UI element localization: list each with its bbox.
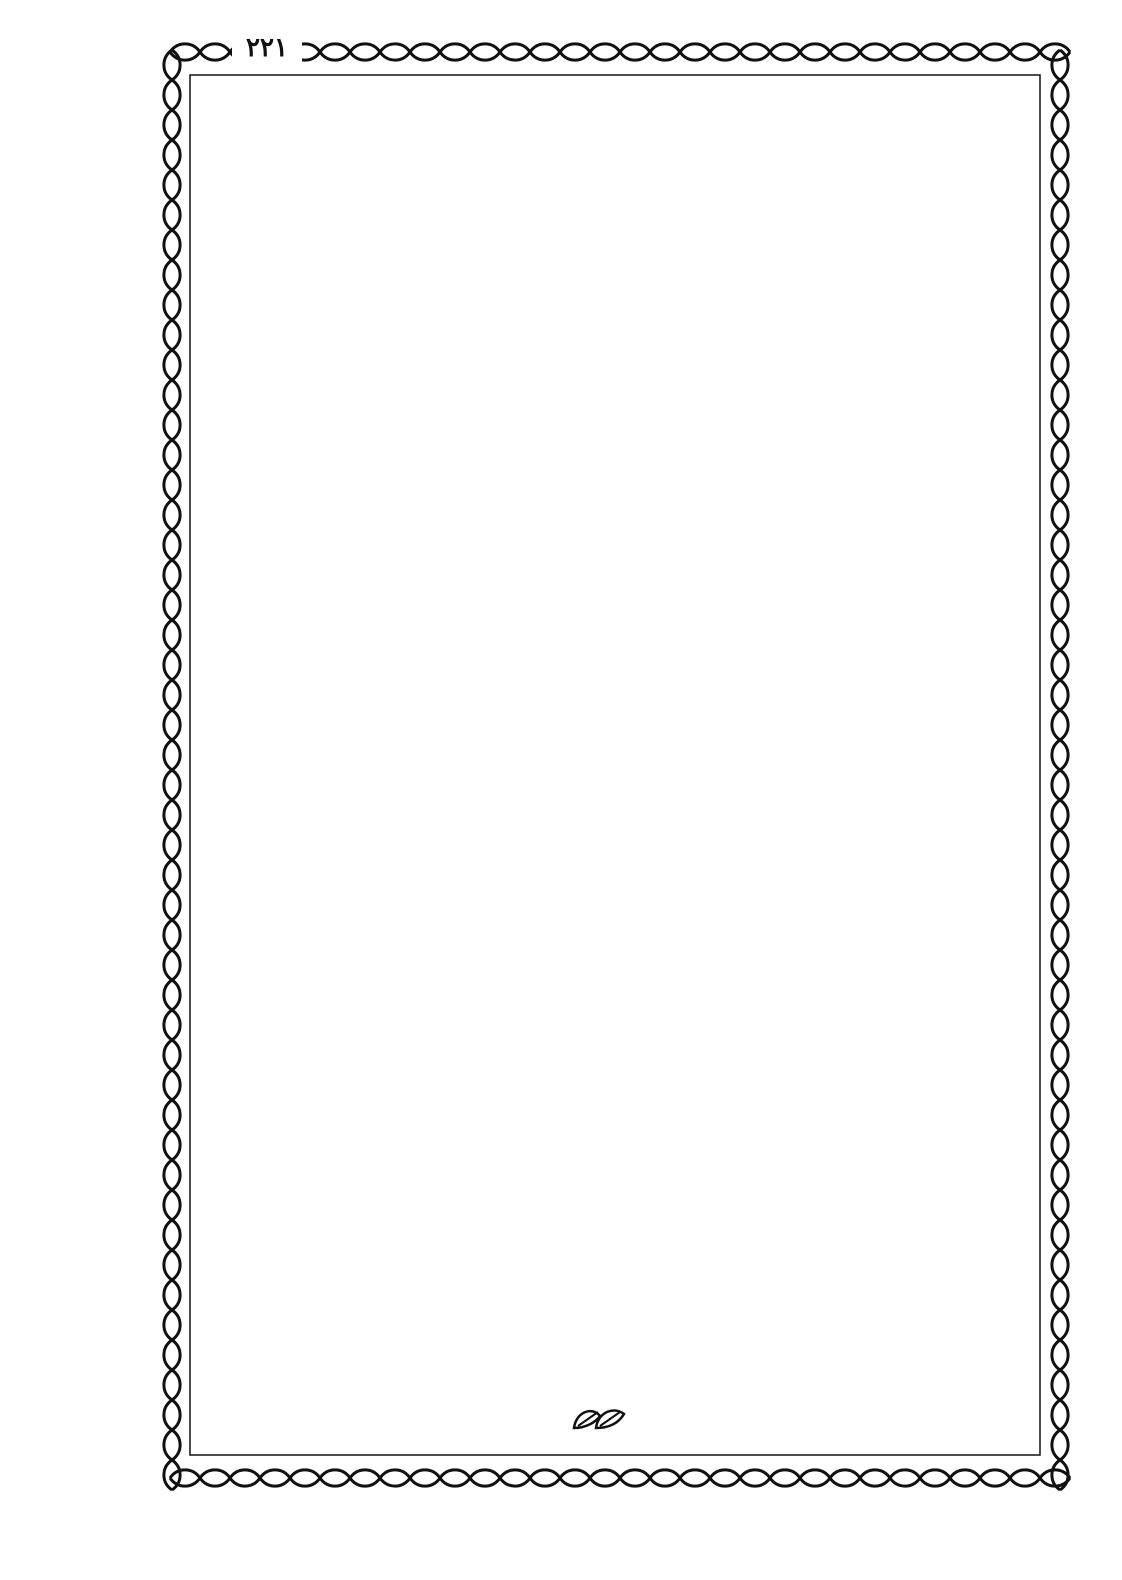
chain-link bbox=[650, 44, 680, 60]
chain-link bbox=[1052, 110, 1068, 140]
chain-link bbox=[164, 1220, 180, 1250]
chain-link bbox=[620, 44, 650, 60]
chain-link bbox=[590, 1470, 620, 1486]
chain-link bbox=[440, 1470, 470, 1486]
chain-link bbox=[164, 470, 180, 500]
chain-link bbox=[500, 1470, 530, 1486]
chain-link bbox=[164, 890, 180, 920]
chain-link bbox=[164, 1400, 180, 1430]
chain-link bbox=[164, 260, 180, 290]
chain-link bbox=[164, 290, 180, 320]
chain-link bbox=[830, 1470, 860, 1486]
chain-link bbox=[1052, 1010, 1068, 1040]
chain-link bbox=[710, 1470, 740, 1486]
chain-link bbox=[890, 44, 920, 60]
chain-link bbox=[1052, 200, 1068, 230]
chain-link bbox=[920, 1470, 950, 1486]
chain-link bbox=[560, 1470, 590, 1486]
chain-link bbox=[1052, 950, 1068, 980]
chain-link bbox=[1052, 1160, 1068, 1190]
chain-link bbox=[1052, 440, 1068, 470]
chain-link bbox=[164, 950, 180, 980]
chain-link bbox=[650, 1470, 680, 1486]
chain-link bbox=[164, 440, 180, 470]
chain-link bbox=[470, 1470, 500, 1486]
chain-link bbox=[380, 1470, 410, 1486]
chain-link bbox=[1052, 470, 1068, 500]
chain-link bbox=[164, 830, 180, 860]
chain-link bbox=[1052, 290, 1068, 320]
chain-link bbox=[350, 1470, 380, 1486]
chain-link bbox=[950, 1470, 980, 1486]
chain-link bbox=[1052, 1370, 1068, 1400]
chain-link bbox=[1052, 590, 1068, 620]
chain-link bbox=[1052, 710, 1068, 740]
chain-link bbox=[410, 44, 440, 60]
chain-link bbox=[770, 44, 800, 60]
chain-link bbox=[1052, 770, 1068, 800]
chain-link bbox=[800, 44, 830, 60]
chain-link bbox=[1052, 530, 1068, 560]
chain-link bbox=[164, 80, 180, 110]
chain-link bbox=[164, 1040, 180, 1070]
page-number: ٢٢١ bbox=[232, 28, 302, 68]
chain-link bbox=[1052, 140, 1068, 170]
body-text-region bbox=[205, 100, 1025, 1390]
chain-link bbox=[164, 590, 180, 620]
chain-link bbox=[164, 500, 180, 530]
chain-link bbox=[530, 1470, 560, 1486]
chain-link bbox=[1052, 1280, 1068, 1310]
chain-link bbox=[200, 1470, 230, 1486]
chain-link bbox=[1052, 800, 1068, 830]
chain-link bbox=[164, 980, 180, 1010]
chain-link bbox=[800, 1470, 830, 1486]
chain-link bbox=[500, 44, 530, 60]
chain-link bbox=[164, 350, 180, 380]
chain-link bbox=[164, 380, 180, 410]
chain-link bbox=[164, 770, 180, 800]
chain-link bbox=[1052, 1070, 1068, 1100]
chain-link bbox=[1052, 410, 1068, 440]
chain-link bbox=[1052, 650, 1068, 680]
chain-link bbox=[164, 620, 180, 650]
chain-link bbox=[164, 1430, 180, 1460]
chain-link bbox=[1052, 1430, 1068, 1460]
chain-link bbox=[710, 44, 740, 60]
chain-link bbox=[1052, 50, 1068, 80]
chain-link bbox=[950, 44, 980, 60]
chain-link bbox=[1052, 980, 1068, 1010]
chain-link bbox=[590, 44, 620, 60]
chain-link bbox=[620, 1470, 650, 1486]
chain-link bbox=[164, 1100, 180, 1130]
chain-link bbox=[530, 44, 560, 60]
chain-link bbox=[164, 1250, 180, 1280]
chain-link bbox=[164, 1280, 180, 1310]
chain-link bbox=[680, 1470, 710, 1486]
end-ornament-icon bbox=[566, 1398, 636, 1438]
chain-link bbox=[560, 44, 590, 60]
chain-link bbox=[164, 200, 180, 230]
chain-link bbox=[260, 1470, 290, 1486]
chain-link bbox=[1052, 560, 1068, 590]
chain-link bbox=[830, 44, 860, 60]
chain-link bbox=[164, 680, 180, 710]
chain-link bbox=[410, 1470, 440, 1486]
chain-link bbox=[1052, 830, 1068, 860]
chain-link bbox=[164, 1310, 180, 1340]
chain-link bbox=[164, 170, 180, 200]
chain-link bbox=[164, 230, 180, 260]
chain-link bbox=[164, 410, 180, 440]
chain-link bbox=[164, 1190, 180, 1220]
chain-link bbox=[740, 44, 770, 60]
chain-link bbox=[1052, 1250, 1068, 1280]
chain-link bbox=[164, 560, 180, 590]
chain-link bbox=[320, 44, 350, 60]
chain-link bbox=[860, 1470, 890, 1486]
chain-link bbox=[440, 44, 470, 60]
chain-link bbox=[380, 44, 410, 60]
chain-link bbox=[770, 1470, 800, 1486]
chain-link bbox=[164, 140, 180, 170]
chain-link bbox=[1052, 1100, 1068, 1130]
chain-link bbox=[1010, 1470, 1040, 1486]
chain-link bbox=[1052, 620, 1068, 650]
chain-link bbox=[164, 740, 180, 770]
chain-link bbox=[1052, 350, 1068, 380]
chain-link bbox=[920, 44, 950, 60]
chain-link bbox=[164, 110, 180, 140]
chain-link bbox=[164, 1160, 180, 1190]
chain-link bbox=[1052, 170, 1068, 200]
chain-link bbox=[1052, 500, 1068, 530]
chain-link bbox=[164, 320, 180, 350]
chain-link bbox=[740, 1470, 770, 1486]
chain-link bbox=[1052, 380, 1068, 410]
chain-link bbox=[1052, 1220, 1068, 1250]
chain-link bbox=[164, 1010, 180, 1040]
chain-link bbox=[200, 44, 230, 60]
chain-link bbox=[1052, 740, 1068, 770]
chain-link bbox=[320, 1470, 350, 1486]
chain-link bbox=[1052, 230, 1068, 260]
chain-link bbox=[1052, 890, 1068, 920]
chain-link bbox=[890, 1470, 920, 1486]
chain-link bbox=[164, 800, 180, 830]
chain-link bbox=[1052, 1400, 1068, 1430]
chain-link bbox=[1052, 860, 1068, 890]
chain-link bbox=[170, 1470, 200, 1486]
chain-link bbox=[470, 44, 500, 60]
chain-link bbox=[164, 710, 180, 740]
chain-link bbox=[1052, 1190, 1068, 1220]
chain-link bbox=[164, 860, 180, 890]
chain-link bbox=[164, 920, 180, 950]
chain-link bbox=[860, 44, 890, 60]
chain-link bbox=[350, 44, 380, 60]
chain-link bbox=[164, 530, 180, 560]
chain-link bbox=[1052, 260, 1068, 290]
chain-link bbox=[980, 1470, 1010, 1486]
chain-link bbox=[1052, 1340, 1068, 1370]
chain-link bbox=[1052, 1130, 1068, 1160]
chain-link bbox=[1052, 1040, 1068, 1070]
chain-link bbox=[230, 1470, 260, 1486]
chain-link bbox=[980, 44, 1010, 60]
chain-link bbox=[1052, 1310, 1068, 1340]
chain-link bbox=[164, 650, 180, 680]
chain-link bbox=[164, 1340, 180, 1370]
chain-link bbox=[680, 44, 710, 60]
chain-link bbox=[290, 1470, 320, 1486]
chain-link bbox=[164, 1370, 180, 1400]
chain-link bbox=[1052, 320, 1068, 350]
chain-link bbox=[164, 1070, 180, 1100]
chain-link bbox=[1052, 80, 1068, 110]
chain-link bbox=[1010, 44, 1040, 60]
chain-link bbox=[1052, 680, 1068, 710]
chain-link bbox=[1052, 920, 1068, 950]
chain-link bbox=[164, 1130, 180, 1160]
